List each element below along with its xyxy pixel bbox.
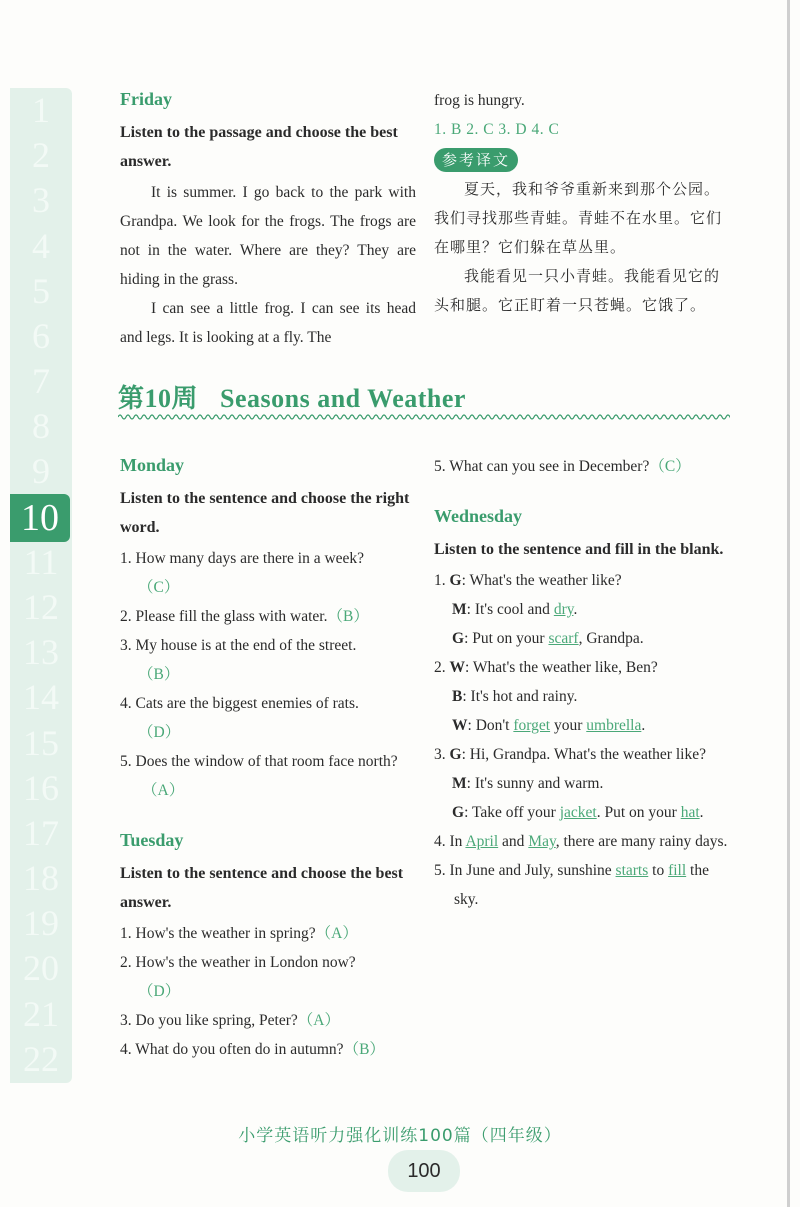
chapter-tab-4[interactable]: 4 — [32, 225, 50, 266]
chapter-tab-16[interactable]: 16 — [23, 767, 59, 808]
tuesday-question-2: 2. How's the weather in London now? （D） — [120, 954, 356, 1000]
day-heading-tuesday: Tuesday — [120, 830, 184, 850]
monday-question-2: 2. Please fill the glass with water.（B） — [120, 608, 369, 625]
wednesday-question-5: 5. In June and July, sunshine starts to fill the sky. — [434, 862, 709, 908]
wednesday-dialogue-3-line-3: G: Take off your jacket. Put on your hat. — [452, 804, 704, 821]
translation-paragraph-1: 夏天，我和爷爷重新来到那个公园。我们寻找那些青蛙。青蛙不在水里。它们在哪里？它们躲在草丛里。 — [434, 180, 723, 256]
wednesday-dialogue-3-line-2: M: It's sunny and warm. — [452, 775, 604, 792]
tuesday-question-3: 3. Do you like spring, Peter?（A） — [120, 1012, 340, 1029]
translation-paragraph-2: 我能看见一只小青蛙。我能看见它的头和腿。它正盯着一只苍蝇。它饿了。 — [434, 267, 721, 314]
wednesday-dialogue-2-line-3: W: Don't forget your umbrella. — [452, 717, 646, 734]
monday-question-3: 3. My house is at the end of the street. （B） — [120, 637, 357, 683]
day-heading-friday: Friday — [120, 89, 172, 109]
monday-question-5: 5. Does the window of that room face north?（A） — [120, 753, 398, 799]
book-title: 小学英语听力强化训练100篇（四年级） — [238, 1126, 562, 1146]
active-chapter-tab[interactable]: 10 — [10, 494, 70, 542]
week-number: 第10周 — [118, 384, 199, 413]
chapter-tab-14[interactable]: 14 — [23, 677, 59, 718]
wednesday-dialogue-1-line-3: G: Put on your scarf, Grandpa. — [452, 630, 644, 647]
chapter-tab-3[interactable]: 3 — [32, 180, 50, 221]
friday-answers: 1. B 2. C 3. D 4. C — [434, 121, 560, 138]
chapter-tab-21[interactable]: 21 — [23, 993, 59, 1034]
chapter-tab-11[interactable]: 11 — [23, 541, 59, 582]
reference-translation-badge: 参考译文 — [434, 148, 518, 172]
wavy-divider — [118, 412, 730, 422]
day-heading-wednesday: Wednesday — [434, 506, 523, 526]
wednesday-dialogue-3-line-1: 3. G: Hi, Grandpa. What's the weather like? — [434, 746, 706, 763]
friday-section — [120, 84, 416, 352]
wednesday-dialogue-1-line-2: M: It's cool and dry. — [452, 601, 578, 618]
chapter-tab-22[interactable]: 22 — [23, 1038, 59, 1079]
monday-instruction: Listen to the sentence and choose the right word. — [120, 490, 410, 536]
week-topic: Seasons and Weather — [220, 384, 466, 413]
tuesday-question-5: 5. What can you see in December?（C） — [434, 458, 691, 475]
tuesday-instruction: Listen to the sentence and choose the best answer. — [120, 865, 404, 911]
tuesday-question-4: 4. What do you often do in autumn?（B） — [120, 1041, 385, 1058]
chapter-tab-19[interactable]: 19 — [23, 903, 59, 944]
page-number: 100 — [388, 1150, 460, 1192]
friday-paragraph-1: It is summer. I go back to the park with Grandpa. We look for the frogs. The frogs are not in the water. Where are they? They are hiding in the grass. — [120, 184, 416, 288]
chapter-tab-18[interactable]: 18 — [23, 858, 59, 899]
tuesday-question-1: 1. How's the weather in spring?（A） — [120, 925, 358, 942]
monday-question-4: 4. Cats are the biggest enemies of rats. （D） — [120, 695, 359, 741]
monday-tuesday-column — [120, 450, 416, 1064]
wednesday-column — [434, 452, 730, 914]
wednesday-dialogue-2-line-1: 2. W: What's the weather like, Ben? — [434, 659, 658, 676]
chapter-tab-20[interactable]: 20 — [23, 948, 59, 989]
friday-paragraph-2: I can see a little frog. I can see its head and legs. It is looking at a fly. The — [120, 300, 416, 346]
chapter-tab-9[interactable]: 9 — [32, 451, 50, 492]
chapter-tab-7[interactable]: 7 — [32, 361, 50, 402]
wednesday-dialogue-1-line-1: 1. G: What's the weather like? — [434, 572, 622, 589]
page-edge — [787, 0, 790, 1207]
friday-instruction: Listen to the passage and choose the best answer. — [120, 124, 398, 170]
chapter-tab-13[interactable]: 13 — [23, 632, 59, 673]
wednesday-instruction: Listen to the sentence and fill in the blank. — [434, 541, 724, 558]
chapter-tab-strip — [10, 88, 72, 1083]
friday-paragraph-continuation: frog is hungry. — [434, 92, 525, 109]
chapter-tab-5[interactable]: 5 — [32, 270, 50, 311]
monday-question-1: 1. How many days are there in a week? （C） — [120, 550, 365, 596]
wednesday-dialogue-2-line-2: B: It's hot and rainy. — [452, 688, 578, 705]
chapter-tab-6[interactable]: 6 — [32, 315, 50, 356]
wednesday-question-4: 4. In April and May, there are many rainy days. — [434, 833, 728, 850]
day-heading-monday: Monday — [120, 455, 185, 475]
chapter-tab-17[interactable]: 17 — [23, 812, 59, 853]
chapter-tab-15[interactable]: 15 — [23, 722, 59, 763]
chapter-tab-8[interactable]: 8 — [32, 406, 50, 447]
chapter-tab-1[interactable]: 1 — [32, 90, 50, 130]
chapter-tab-2[interactable]: 2 — [32, 135, 50, 176]
chapter-tab-12[interactable]: 12 — [23, 587, 59, 627]
friday-continued — [434, 86, 730, 320]
week-heading — [118, 378, 466, 415]
